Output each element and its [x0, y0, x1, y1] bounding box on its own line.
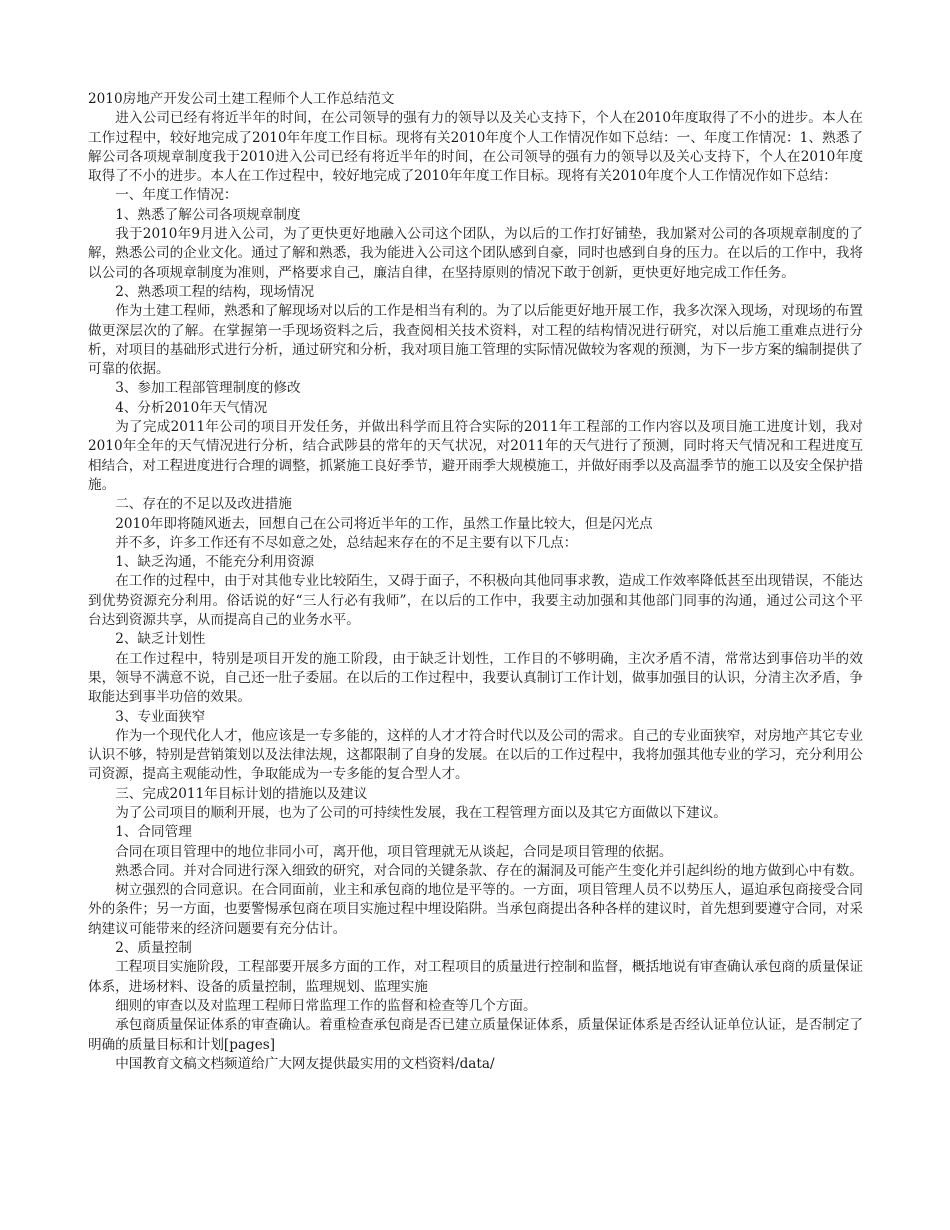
paragraph: 为了完成2011年公司的项目开发任务，并做出科学而且符合实际的2011年工程部的工作内容以及项目施工进度计划，我对2010年全年的天气情况进行分析，结合武陟县的常年的天气状况，对2011年的天气进行了预测，同时将天气情况和工程进度互相结合，对工程进度进行合理的调整，抓紧施工良好季节，避开雨季大规模施工，并做好雨季以及高温季节的施工以及安全保护措施。	[88, 419, 863, 493]
section-heading: 二、存在的不足以及改进措施	[115, 496, 292, 513]
paragraph: 为了公司项目的顺利开展，也为了公司的可持续性发展，我在工程管理方面以及其它方面做以下建议。	[115, 804, 727, 821]
paragraph: 我于2010年9月进入公司，为了更快更好地融入公司这个团队，为以后的工作打好铺垫，我加紧对公司的各项规章制度的了解，熟悉公司的企业文化。通过了解和熟悉，我为能进入公司这个团队感到自豪，同时也感到自身的压力。在以后的工作中，我将以公司的各项规章制度为准则，严格要求自己，廉洁自律，在坚持原则的情况下敢于创新，更快更好地完成工作任务。	[88, 226, 863, 281]
footer-note: 中国教育文稿文档频道给广大网友提供最实用的文档资料/data/	[115, 1055, 495, 1072]
paragraph: 熟悉合同。并对合同进行深入细致的研究，对合同的关键条款、存在的漏洞及可能产生变化并引起纠纷的地方做到心中有数。	[115, 862, 863, 879]
paragraph-intro: 进入公司已经有将近半年的时间，在公司领导的强有力的领导以及关心支持下，个人在2010年度取得了不小的进步。本人在工作过程中，较好地完成了2010年年度工作目标。现将有关2010年度个人工作情况作如下总结：一、年度工作情况：1、熟悉了解公司各项规章制度我于2010进入公司已经有将近半年的时间，在公司领导的强有力的领导以及关心支持下，个人在2010年度取得了不小的进步。本人在工作过程中，较好地完成了2010年年度工作目标。现将有关2010年度个人工作情况作如下总结：	[88, 110, 863, 185]
subsection-heading: 3、专业面狭窄	[115, 708, 206, 725]
subsection-heading: 1、缺乏沟通，不能充分利用资源	[115, 554, 315, 571]
paragraph: 作为一个现代化人才，他应该是一专多能的，这样的人才才符合时代以及公司的需求。自己的专业面狭窄，对房地产其它专业认识不够，特别是营销策划以及法律法规，这都限制了自身的发展。在以后的工作过程中，我将加强其他专业的学习，充分利用公司资源，提高主观能动性，争取能成为一专多能的复合型人才。	[88, 727, 863, 783]
paragraph: 2010年即将随风逝去，回想自己在公司将近半年的工作，虽然工作量比较大，但是闪光点	[115, 515, 653, 532]
paragraph: 承包商质量保证体系的审查确认。着重检查承包商是否已建立质量保证体系，质量保证体系是否经认证单位认证，是否制定了明确的质量目标和计划[pages]	[88, 1017, 863, 1053]
subsection-heading: 2、质量控制	[115, 940, 192, 957]
paragraph: 细则的审查以及对监理工程师日常监理工作的监督和检查等几个方面。	[115, 997, 537, 1014]
paragraph: 作为土建工程师，熟悉和了解现场对以后的工作是相当有利的。为了以后能更好地开展工作，我多次深入现场，对现场的布置做更深层次的了解。在掌握第一手现场资料之后，我查阅相关技术资料，对工程的结构情况进行研究，对以后施工重难点进行分析，对项目的基础形式进行分析，通过研究和分析，我对项目施工管理的实际情况做较为客观的预测，为下一步方案的编制提供了可靠的依据。	[88, 303, 863, 378]
subsection-heading: 1、合同管理	[115, 824, 192, 841]
subsection-heading: 2、熟悉项工程的结构，现场情况	[115, 283, 315, 300]
subsection-heading: 3、参加工程部管理制度的修改	[115, 380, 301, 397]
paragraph: 并不多，许多工作还有不尽如意之处，总结起来存在的不足主要有以下几点：	[115, 534, 578, 551]
section-heading: 一、年度工作情况：	[115, 187, 238, 204]
section-heading: 三、完成2011年目标计划的措施以及建议	[115, 785, 368, 802]
paragraph: 合同在项目管理中的地位非同小可，离开他，项目管理就无从谈起，合同是项目管理的依据。	[115, 843, 673, 860]
subsection-heading: 2、缺乏计划性	[115, 631, 206, 648]
document-page	[88, 90, 863, 1074]
paragraph: 树立强烈的合同意识。在合同面前，业主和承包商的地位是平等的。一方面，项目管理人员不以势压人，逼迫承包商接受合同外的条件；另一方面，也要警惕承包商在项目实施过程中埋设陷阱。当承包商提出各种各样的建议时，首先想到要遵守合同，对采纳建议可能带来的经济问题要有充分估计。	[88, 882, 863, 937]
subsection-heading: 1、熟悉了解公司各项规章制度	[115, 206, 301, 223]
paragraph: 在工作过程中，特别是项目开发的施工阶段，由于缺乏计划性，工作目的不够明确，主次矛盾不清，常常达到事倍功半的效果，领导不满意不说，自己还一肚子委屈。在以后的工作过程中，我要认真制订工作计划，做事加强目的认识，分清主次矛盾，争取能达到事半功倍的效果。	[88, 650, 863, 706]
document-title: 2010房地产开发公司土建工程师个人工作总结范文	[88, 91, 395, 107]
subsection-heading: 4、分析2010年天气情况	[115, 399, 268, 416]
paragraph: 工程项目实施阶段，工程部要开展多方面的工作，对工程项目的质量进行控制和监督，概括地说有审查确认承包商的质量保证体系，进场材料、设备的质量控制，监理规划、监理实施	[88, 959, 863, 995]
paragraph: 在工作的过程中，由于对其他专业比较陌生，又碍于面子，不积极向其他同事求教，造成工作效率降低甚至出现错误，不能达到优势资源充分利用。俗话说的好“三人行必有我师”，在以后的工作中，我要主动加强和其他部门同事的沟通，通过公司这个平台达到资源共享，从而提高自己的业务水平。	[88, 573, 863, 629]
